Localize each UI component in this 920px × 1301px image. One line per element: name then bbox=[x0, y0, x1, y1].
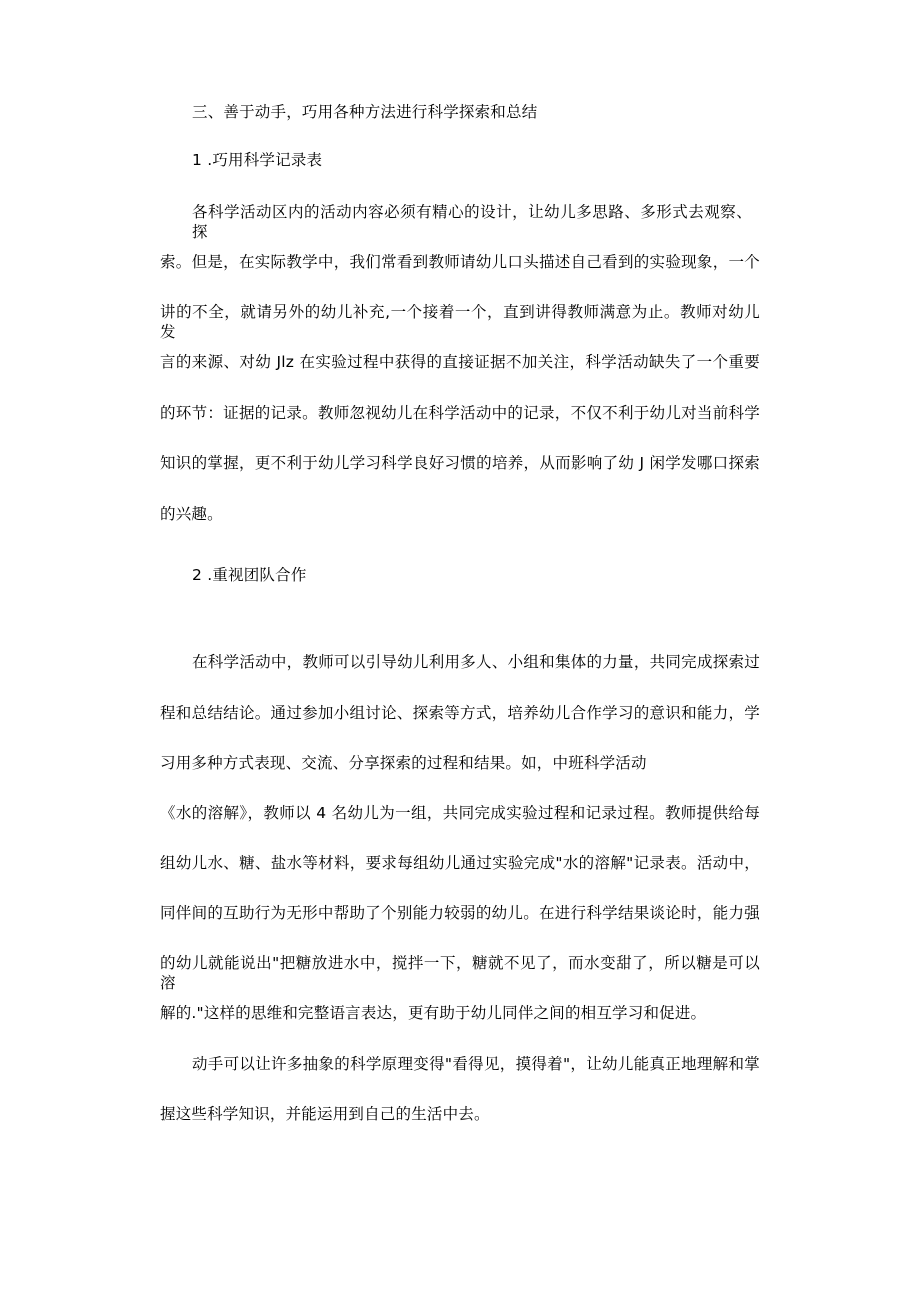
paragraph-2-line: 《水的溶解》，教师以 4 名幼儿为一组，共同完成实验过程和记录过程。教师提供给每 bbox=[160, 804, 760, 822]
subheading-record-table: 1 .巧用科学记录表 bbox=[192, 151, 323, 169]
subheading-teamwork: 2 .重视团队合作 bbox=[192, 566, 307, 584]
paragraph-1-line: 讲的不全，就请另外的幼儿补充,一个接着一个，直到讲得教师满意为止。教师对幼儿发 bbox=[160, 303, 760, 341]
paragraph-3-line: 握这些科学知识，并能运用到自己的生活中去。 bbox=[160, 1105, 490, 1123]
paragraph-1-line: 各科学活动区内的活动内容必须有精心的设计，让幼儿多思路、多形式去观察、探 bbox=[192, 203, 752, 241]
paragraph-2-line: 同伴间的互助行为无形中帮助了个别能力较弱的幼儿。在进行科学结果谈论时，能力强 bbox=[160, 904, 760, 922]
section-heading: 三、善于动手，巧用各种方法进行科学探索和总结 bbox=[192, 103, 538, 121]
paragraph-2-line: 在科学活动中，教师可以引导幼儿利用多人、小组和集体的力量，共同完成探索过 bbox=[192, 653, 760, 671]
paragraph-2-line: 的幼儿就能说出"把糖放进水中，搅拌一下，糖就不见了，而水变甜了，所以糖是可以溶 bbox=[160, 954, 760, 992]
paragraph-1-line: 的兴趣。 bbox=[160, 505, 223, 523]
paragraph-2-line: 程和总结结论。通过参加小组讨论、探索等方式，培养幼儿合作学习的意识和能力，学 bbox=[160, 704, 760, 722]
paragraph-1-line: 索。但是，在实际教学中，我们常看到教师请幼儿口头描述自己看到的实验现象，一个 bbox=[160, 253, 760, 271]
paragraph-1-line: 言的来源、对幼 Jlz 在实验过程中获得的直接证据不加关注，科学活动缺失了一个重要 bbox=[160, 353, 760, 371]
paragraph-1-line: 的环节：证据的记录。教师忽视幼儿在科学活动中的记录，不仅不利于幼儿对当前科学 bbox=[160, 404, 760, 422]
paragraph-2-line: 解的."这样的思维和完整语言表达，更有助于幼儿同伴之间的相互学习和促进。 bbox=[160, 1004, 707, 1022]
paragraph-3-line: 动手可以让许多抽象的科学原理变得"看得见，摸得着"，让幼儿能真正地理解和掌 bbox=[192, 1055, 760, 1073]
paragraph-2-line: 习用多种方式表现、交流、分享探索的过程和结果。如，中班科学活动 bbox=[160, 754, 647, 772]
paragraph-1-line: 知识的掌握，更不利于幼儿学习科学良好习惯的培养，从而影响了幼 J 闲学发哪口探索 bbox=[160, 454, 760, 472]
paragraph-2-line: 组幼儿水、糖、盐水等材料，要求每组幼儿通过实验完成"水的溶解"记录表。活动中， bbox=[160, 854, 760, 872]
